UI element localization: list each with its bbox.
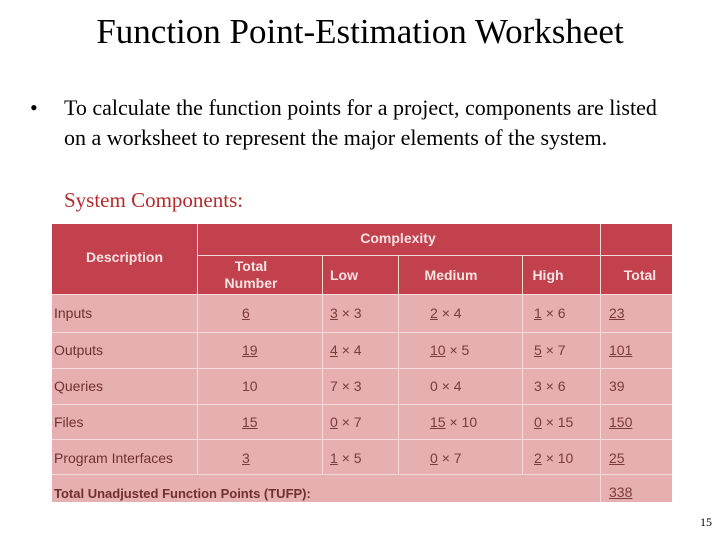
row-high — [534, 449, 573, 467]
row-total — [609, 341, 632, 359]
value: 3 — [534, 378, 542, 394]
value: Inputs — [54, 305, 93, 321]
value: 1 — [330, 450, 338, 466]
row-total-number — [242, 449, 250, 467]
weight: 15 — [557, 414, 574, 430]
times-sign: × — [441, 305, 450, 321]
value: 6 — [242, 305, 250, 321]
value: 4 — [330, 342, 338, 358]
row-medium — [430, 304, 462, 322]
row-low — [330, 413, 362, 431]
times-sign: × — [341, 305, 350, 321]
header-low: Low — [330, 267, 358, 283]
weight: 3 — [353, 378, 362, 394]
value: Outputs — [54, 342, 104, 358]
weight: 10 — [557, 450, 574, 466]
value: 150 — [609, 414, 633, 430]
weight: 7 — [353, 414, 362, 430]
row-medium — [430, 341, 469, 359]
slide-title: Function Point-Estimation Worksheet — [96, 12, 624, 51]
row-medium — [430, 449, 462, 467]
value: 0 — [330, 414, 338, 430]
header-total-number: Total Number — [224, 258, 278, 291]
value: 23 — [609, 305, 625, 321]
times-sign: × — [341, 342, 350, 358]
value: 0 — [430, 378, 438, 394]
weight: 5 — [353, 450, 362, 466]
weight: 7 — [557, 342, 566, 358]
times-sign: × — [545, 450, 554, 466]
times-sign: × — [545, 342, 554, 358]
row-description — [54, 377, 103, 395]
weight: 3 — [353, 305, 362, 321]
weight: 6 — [557, 305, 566, 321]
row-high — [534, 304, 566, 322]
row-low — [330, 377, 362, 395]
weight: 4 — [353, 342, 362, 358]
times-sign: × — [545, 414, 554, 430]
value: 2 — [430, 305, 438, 321]
page-number: 15 — [700, 515, 712, 529]
row-description — [54, 413, 84, 431]
row-high — [534, 341, 566, 359]
row-total — [609, 304, 625, 322]
row-medium — [430, 413, 477, 431]
header-high: High — [532, 267, 564, 283]
row-total — [609, 413, 632, 431]
row-low — [330, 341, 362, 359]
value: 0 — [430, 450, 438, 466]
row-total-number — [242, 341, 258, 359]
weight: 4 — [453, 305, 462, 321]
row-description — [54, 304, 92, 322]
value: 101 — [609, 342, 633, 358]
value: 0 — [534, 414, 542, 430]
times-sign: × — [341, 450, 350, 466]
times-sign: × — [441, 378, 450, 394]
value: 25 — [609, 450, 625, 466]
value: 15 — [430, 414, 446, 430]
weight: 7 — [453, 450, 462, 466]
weight: 6 — [557, 378, 566, 394]
row-low — [330, 304, 362, 322]
header-description-cell — [52, 224, 197, 294]
value: 7 — [330, 378, 338, 394]
value: 3 — [242, 450, 250, 466]
header-complexity: Complexity — [360, 230, 436, 246]
value: Files — [54, 414, 84, 430]
times-sign: × — [545, 305, 554, 321]
value: 5 — [534, 342, 542, 358]
bullet-dot-icon: • — [30, 95, 38, 120]
tufp-total: 338 — [609, 484, 633, 500]
row-medium — [430, 377, 462, 395]
value: 3 — [330, 305, 338, 321]
header-description: Description — [85, 249, 163, 265]
value: Queries — [54, 378, 104, 394]
weight: 5 — [461, 342, 470, 358]
row-high — [534, 377, 566, 395]
header-medium: Medium — [424, 267, 478, 283]
bullet-text: To calculate the function points for a project, components are listed on a worksheet to represent the major elements of the system. — [64, 95, 657, 150]
value: 2 — [534, 450, 542, 466]
times-sign: × — [449, 342, 458, 358]
row-total — [609, 449, 625, 467]
times-sign: × — [449, 414, 458, 430]
value: 1 — [534, 305, 542, 321]
times-sign: × — [545, 378, 554, 394]
weight: 10 — [461, 414, 478, 430]
value: 15 — [242, 414, 258, 430]
value: 39 — [609, 378, 625, 394]
row-high — [534, 413, 573, 431]
times-sign: × — [441, 450, 450, 466]
tufp-label: Total Unadjusted Function Points (TUFP): — [54, 486, 311, 501]
row-low — [330, 449, 362, 467]
row-total-number — [242, 304, 250, 322]
row-description — [54, 449, 173, 467]
row-total-number — [242, 377, 258, 395]
times-sign: × — [341, 414, 350, 430]
weight: 4 — [453, 378, 462, 394]
function-point-table — [52, 224, 672, 502]
value: 19 — [242, 342, 258, 358]
row-total — [609, 377, 625, 395]
value: Program Interfaces — [54, 450, 174, 466]
system-components-heading: System Components: — [64, 188, 244, 212]
value: 10 — [242, 378, 258, 394]
row-description — [54, 341, 103, 359]
times-sign: × — [341, 378, 350, 394]
row-total-number — [242, 413, 258, 431]
value: 10 — [430, 342, 446, 358]
header-total: Total — [623, 267, 657, 283]
